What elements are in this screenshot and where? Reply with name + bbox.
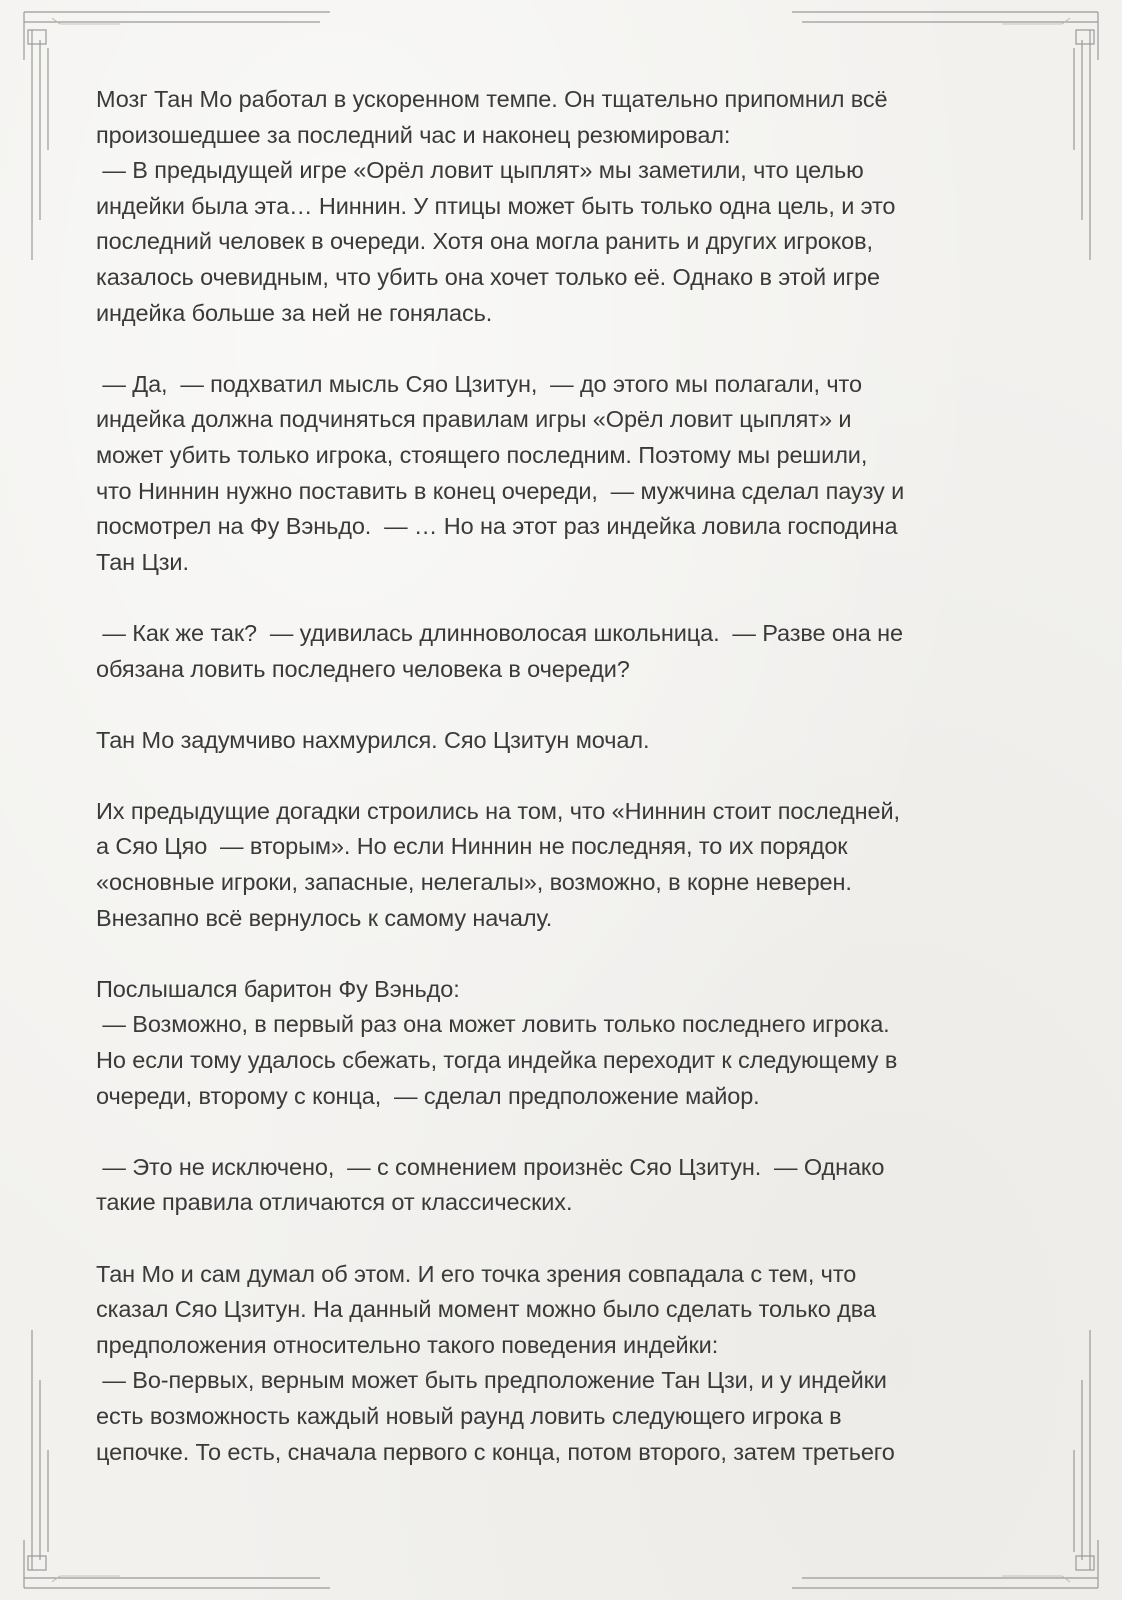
text-line: — Во-первых, верным может быть предположение Тан Цзи, и у индейки: [96, 1367, 887, 1394]
text-line: а Сяо Цяо — вторым». Но если Ниннин не последняя, то их порядок: [96, 833, 848, 860]
text-line: Их предыдущие догадки строились на том, что «Ниннин стоит последней,: [96, 797, 900, 824]
text-line: — Это не исключено, — с сомнением произнёс Сяо Цзитун. — Однако: [96, 1153, 885, 1180]
text-line: — Как же так? — удивилась длинноволосая школьница. — Разве она не: [96, 619, 903, 646]
paragraph: [96, 794, 1026, 936]
text-line: Внезапно всё вернулось к самому началу.: [96, 904, 553, 931]
text-line: Тан Цзи.: [96, 548, 189, 575]
text-line: Тан Мо задумчиво нахмурился. Сяо Цзитун мочал.: [96, 726, 650, 753]
text-line: — В предыдущей игре «Орёл ловит цыплят» мы заметили, что целью: [96, 157, 864, 184]
text-line: может убить только игрока, стоящего последним. Поэтому мы решили,: [96, 441, 868, 468]
text-line: есть возможность каждый новый раунд ловить следующего игрока в: [96, 1402, 842, 1429]
paragraph: [96, 82, 1026, 331]
text-line: цепочке. То есть, сначала первого с конца, потом второго, затем третьего: [96, 1438, 895, 1465]
document-body: [96, 82, 1026, 1506]
text-line: Послышался баритон Фу Вэньдо:: [96, 975, 460, 1002]
text-line: — Да, — подхватил мысль Сяо Цзитун, — до этого мы полагали, что: [96, 370, 862, 397]
text-line: Но если тому удалось сбежать, тогда индейка переходит к следующему в: [96, 1047, 898, 1074]
paragraph: [96, 1257, 1026, 1471]
text-line: казалось очевидным, что убить она хочет только её. Однако в этой игре: [96, 263, 880, 290]
text-line: предположения относительно такого поведения индейки:: [96, 1331, 719, 1358]
text-line: последний человек в очереди. Хотя она могла ранить и других игроков,: [96, 228, 873, 255]
text-line: такие правила отличаются от классических.: [96, 1189, 573, 1216]
text-line: Мозг Тан Мо работал в ускоренном темпе. Он тщательно припомнил всё: [96, 86, 888, 112]
paragraph: [96, 367, 1026, 581]
text-line: индейка больше за ней не гонялась.: [96, 299, 493, 326]
text-line: очереди, второму с конца, — сделал предположение майор.: [96, 1082, 760, 1109]
text-line: обязана ловить последнего человека в очереди?: [96, 655, 630, 682]
paragraph: [96, 1150, 1026, 1221]
text-line: Тан Мо и сам думал об этом. И его точка зрения совпадала с тем, что: [96, 1260, 857, 1287]
text-line: посмотрел на Фу Вэньдо. — … Но на этот раз индейка ловила господина: [96, 513, 898, 540]
text-line: — Возможно, в первый раз она может ловить только последнего игрока.: [96, 1011, 890, 1038]
text-line: сказал Сяо Цзитун. На данный момент можно было сделать только два: [96, 1296, 876, 1323]
text-line: произошедшее за последний час и наконец резюмировал:: [96, 121, 731, 148]
text-line: индейка должна подчиняться правилам игры «Орёл ловит цыплят» и: [96, 406, 852, 433]
text-line: что Ниннин нужно поставить в конец очереди, — мужчина сделал паузу и: [96, 477, 905, 504]
paragraph: [96, 972, 1026, 1114]
text-line: «основные игроки, запасные, нелегалы», возможно, в корне неверен.: [96, 869, 852, 896]
paragraph: [96, 723, 1026, 759]
paragraph: [96, 616, 1026, 687]
text-line: индейки была эта… Ниннин. У птицы может быть только одна цель, и это: [96, 192, 896, 219]
